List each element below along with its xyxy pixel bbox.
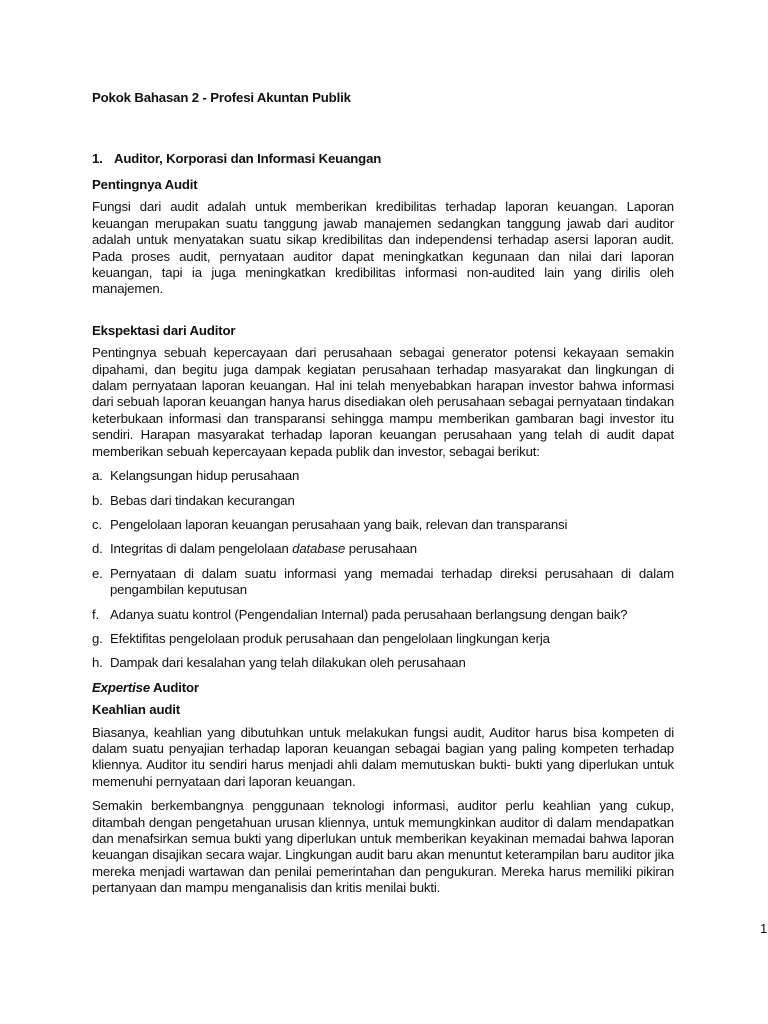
list-item [92,655,674,671]
list-item [92,517,674,533]
heading-expertise-rest: Auditor [150,679,199,695]
heading-ekspektasi-auditor: Ekspektasi dari Auditor [92,322,236,338]
section-title-text: Auditor, Korporasi dan Informasi Keuangan [114,151,382,166]
list-item [92,631,674,647]
list-item [92,541,674,557]
list-marker: b. [92,492,103,508]
document-title: Pokok Bahasan 2 - Profesi Akuntan Publik [92,90,351,105]
list-item-text: Bebas dari tindakan kecurangan [110,492,295,508]
heading-expertise-auditor [92,680,674,696]
section-number: 1. [92,151,103,166]
list-item [92,493,674,509]
heading-keahlian-audit: Keahlian audit [92,702,181,718]
list-item-text: Pernyataan di dalam suatu informasi yang memadai terhadap direksi perusahaan di dalam pengambilan keputusan [110,565,674,598]
list-item-text: Efektifitas pengelolaan produk perusahaan dan pengelolaan lingkungan kerja [110,630,550,646]
list-item [92,607,674,623]
paragraph-keahlian-audit-2: Semakin berkembangnya penggunaan teknologi informasi, auditor perlu keahlian yang cukup, ditambah dengan pengetahuan urusan kliennya, untuk memungkinkan auditor di dalam mendapatkan dan menafsirkan semua bukti yang diperlukan untuk memberikan keyakinan memadai bahwa laporan keuangan disajikan secara wajar. Lingkungan audit baru akan menuntut keterampilan baru auditor jika mereka menjadi wartawan dan penilai pemerintahan dan pengukuran. Mereka harus memiliki pikiran pertanyaan dan mampu menganalisis dan kritis menilai bukti. [92,798,674,896]
list-item-text-after: perusahaan [345,541,417,557]
list-item-text-italic: database [292,541,346,557]
page-number: 1 [760,921,768,936]
heading-expertise-italic: Expertise [92,679,151,695]
list-item-text-before: Integritas di dalam pengelolaan [110,541,293,557]
list-item [92,468,674,484]
list-item [92,566,674,599]
list-marker: f. [92,606,100,622]
paragraph-pentingnya-audit: Fungsi dari audit adalah untuk memberikan kredibilitas terhadap laporan keuangan. Laporan keuangan merupakan suatu tanggung jawab manajemen sedangkan tanggung jawab dari auditor adalah untuk menyatakan suatu sikap kredibilitas dan independensi terhadap asersi laporan audit. Pada proses audit, pernyataan auditor dapat meningkatkan kegunaan dan nilai dari laporan keuangan, tapi ia juga meningkatkan kredibilitas informasi non-audited lain yang dirilis oleh manajemen. [92,199,674,297]
paragraph-ekspektasi-auditor: Pentingnya sebuah kepercayaan dari perusahaan sebagai generator potensi kekayaan semakin dipahami, dan begitu juga dampak kegiatan perusahaan terhadap masyarakat dan lingkungan di dalam pernyataan laporan keuangan. Hal ini telah menyebabkan harapan investor bahwa informasi dari sebuah laporan keuangan hanya harus disediakan oleh perusahaan sebagai pernyataan tindakan keterbukaan informasi dan transparansi sehingga mampu memberikan gambaran bagi investor itu sendiri. Harapan masyarakat terhadap laporan keuangan perusahaan yang telah di audit dapat memberikan sebuah kepercayaan kepada publik dan investor, sebagai berikut: [92,345,674,459]
list-marker: e. [92,565,103,581]
list-marker: c. [92,516,102,532]
list-item-text: Adanya suatu kontrol (Pengendalian Internal) pada perusahaan berlangsung dengan baik? [110,606,628,622]
list-item-text: Dampak dari kesalahan yang telah dilakukan oleh perusahaan [110,655,466,671]
list-item-text: Kelangsungan hidup perusahaan [110,468,300,484]
document-body [92,177,674,905]
list-marker: g. [92,630,103,646]
list-marker: a. [92,468,103,484]
heading-pentingnya-audit: Pentingnya Audit [92,177,198,192]
expectation-list [92,468,674,672]
list-marker: h. [92,655,103,671]
section-heading [92,151,381,167]
spacer [92,306,674,323]
list-item-text: Pengelolaan laporan keuangan perusahaan yang baik, relevan dan transparansi [110,516,568,532]
list-marker: d. [92,541,103,557]
paragraph-keahlian-audit-1: Biasanya, keahlian yang dibutuhkan untuk melakukan fungsi audit, Auditor harus bisa kompeten di dalam suatu penyajian terhadap laporan keuangan sebagai bagian yang paling kompeten terhadap kliennya. Auditor itu sendiri harus menjadi ahli dalam memutuskan bukti- bukti yang diperlukan untuk memenuhi pernyataan dari laporan keuangan. [92,724,674,789]
